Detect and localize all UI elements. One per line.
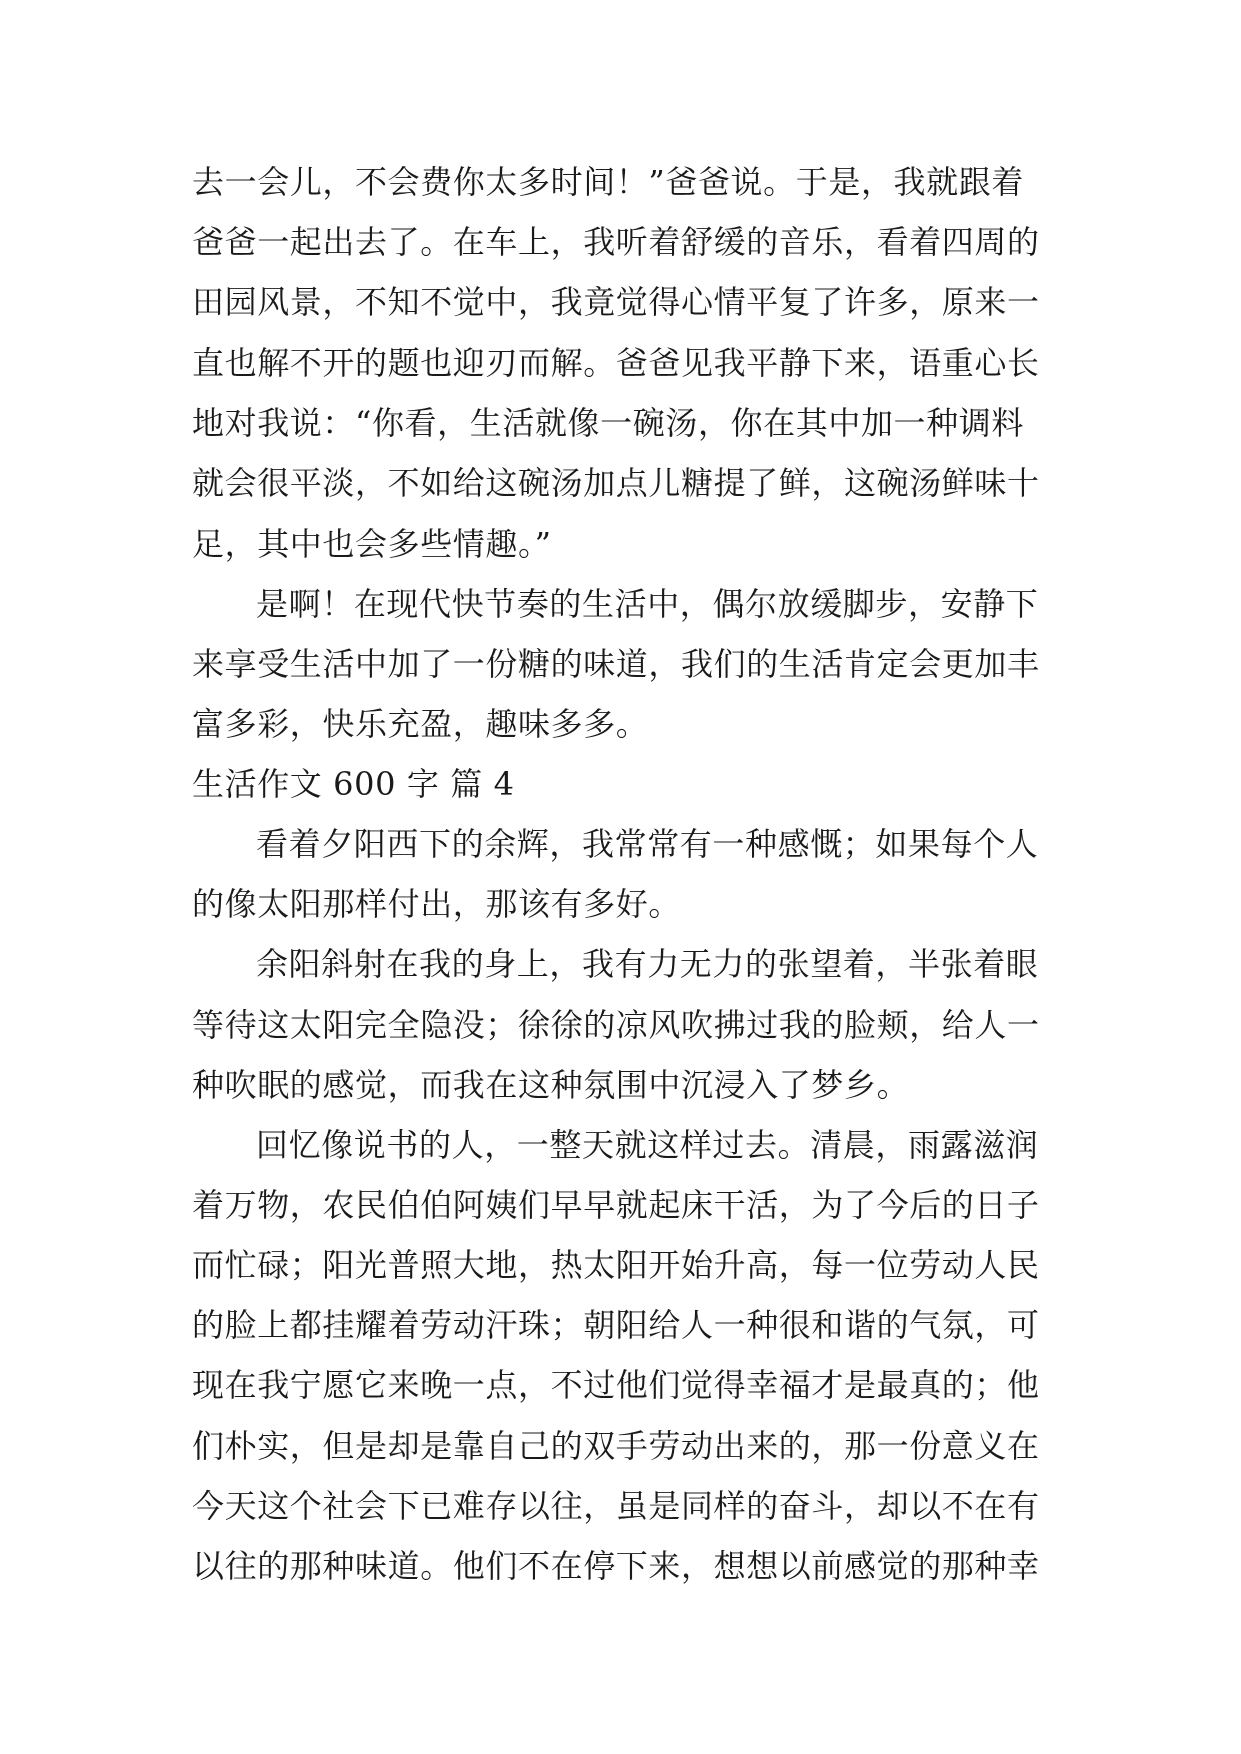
paragraph-first-line: 是啊！在现代快节奏的生活中，偶尔放缓脚步，安静下 xyxy=(256,585,1039,623)
text-line: 以往的那种味道。他们不在停下来，想想以前感觉的那种幸 xyxy=(192,1547,1040,1585)
text-line: 种吹眠的感觉，而我在这种氛围中沉浸入了梦乡。 xyxy=(192,1066,910,1104)
text-line: 田园风景，不知不觉中，我竟觉得心情平复了许多，原来一 xyxy=(192,283,1040,321)
text-line: 去一会儿，不会费你太多时间！”爸爸说。于是，我就跟着 xyxy=(192,163,1024,201)
text-line: 富多彩，快乐充盈，趣味多多。 xyxy=(192,705,649,743)
section-heading: 生活作文 600 字 篇 4 xyxy=(192,765,515,803)
text-line: 来享受生活中加了一份糖的味道，我们的生活肯定会更加丰 xyxy=(192,645,1040,683)
text-line: 爸爸一起出去了。在车上，我听着舒缓的音乐，看着四周的 xyxy=(192,223,1040,261)
text-line: 的脸上都挂耀着劳动汗珠；朝阳给人一种很和谐的气氛，可 xyxy=(192,1306,1040,1344)
text-line: 等待这太阳完全隐没；徐徐的凉风吹拂过我的脸颊，给人一 xyxy=(192,1006,1040,1044)
text-line: 足，其中也会多些情趣。” xyxy=(192,525,552,563)
text-line: 今天这个社会下已难存以往，虽是同样的奋斗，却以不在有 xyxy=(192,1487,1040,1525)
text-line: 的像太阳那样付出，那该有多好。 xyxy=(192,885,682,923)
text-line: 地对我说：“你看，生活就像一碗汤，你在其中加一种调料 xyxy=(192,404,1024,442)
text-line: 现在我宁愿它来晚一点，不过他们觉得幸福才是最真的；他 xyxy=(192,1366,1040,1404)
text-line: 而忙碌；阳光普照大地，热太阳开始升高，每一位劳动人民 xyxy=(192,1246,1040,1284)
text-line: 着万物，农民伯伯阿姨们早早就起床干活，为了今后的日子 xyxy=(192,1186,1040,1224)
paragraph-first-line: 回忆像说书的人，一整天就这样过去。清晨，雨露滋润 xyxy=(256,1126,1039,1164)
paragraph-first-line: 看着夕阳西下的余辉，我常常有一种感慨；如果每个人 xyxy=(256,825,1039,863)
paragraph-first-line: 余阳斜射在我的身上，我有力无力的张望着，半张着眼 xyxy=(256,945,1039,983)
text-line: 直也解不开的题也迎刃而解。爸爸见我平静下来，语重心长 xyxy=(192,344,1040,382)
text-line: 们朴实，但是却是靠自己的双手劳动出来的，那一份意义在 xyxy=(192,1427,1040,1465)
text-line: 就会很平淡，不如给这碗汤加点儿糖提了鲜，这碗汤鲜味十 xyxy=(192,464,1040,502)
